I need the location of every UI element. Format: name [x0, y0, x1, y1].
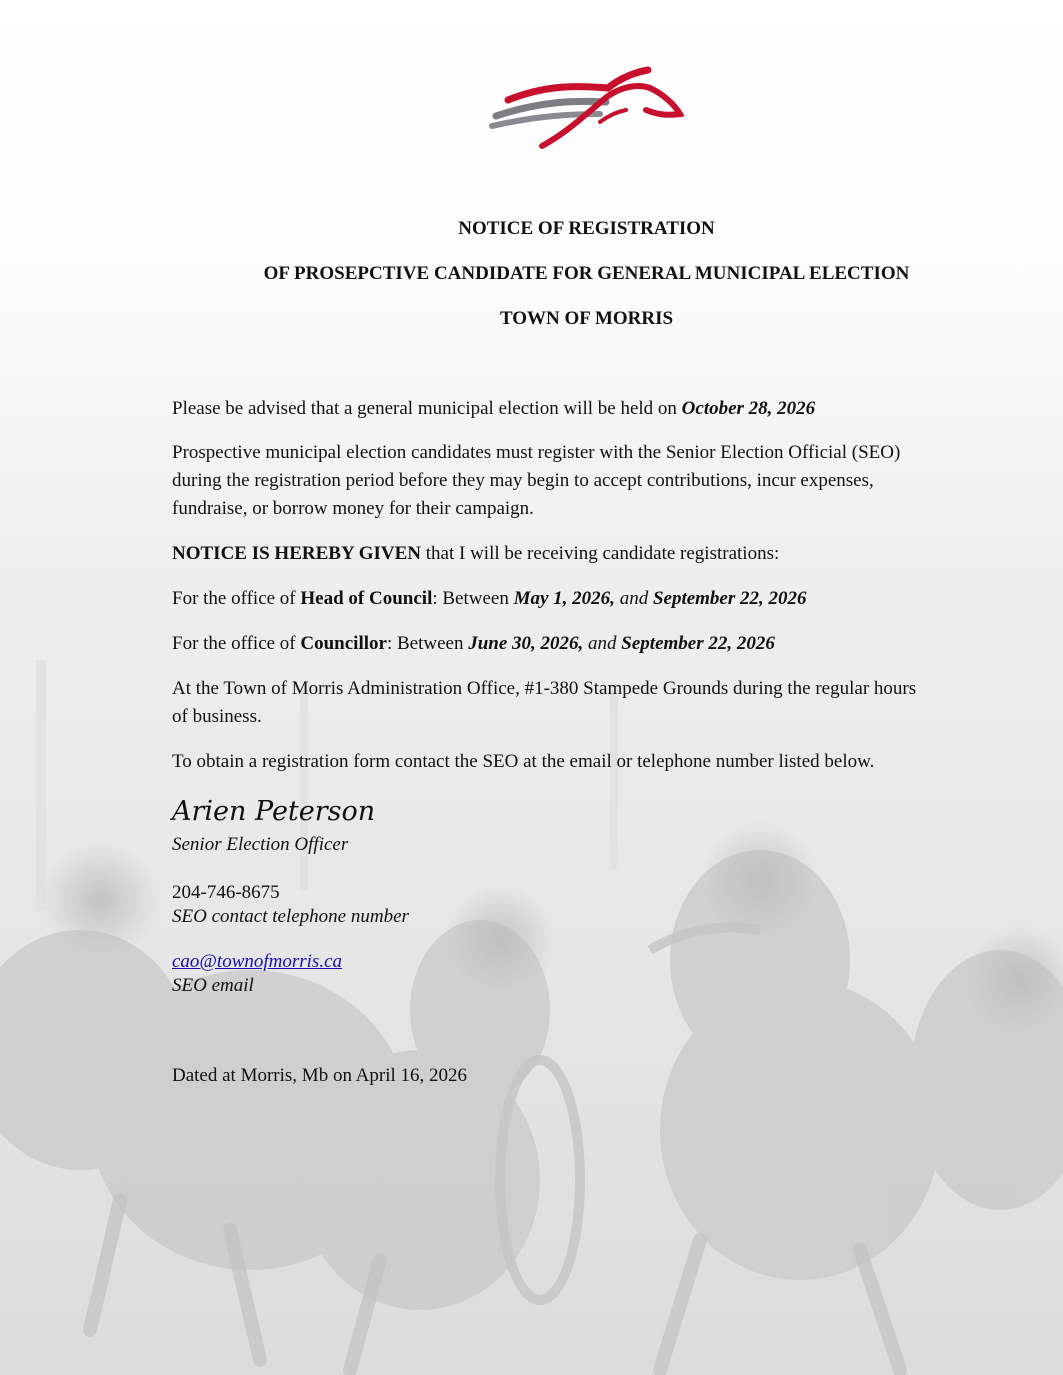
phone-number: 204-746-8675	[172, 882, 280, 903]
officer-title: Senior Election Officer	[172, 834, 349, 855]
obtain-form-paragraph: To obtain a registration form contact the SEO at the email or telephone number listed below.	[172, 751, 875, 772]
head-of-council-period: For the office of Head of Council: Between May 1, 2026, and September 22, 2026	[172, 588, 807, 609]
email-label: SEO email	[172, 975, 254, 996]
registration-requirement-paragraph: Prospective municipal election candidates must register with the Senior Election Official (SEO) during the registration period before they may begin to accept contributions, incur expenses, fundraise, or borrow money for their campaign.	[172, 442, 901, 519]
location-paragraph: At the Town of Morris Administration Office, #1-380 Stampede Grounds during the regular hours of business.	[172, 678, 917, 727]
phone-label: SEO contact telephone number	[172, 906, 409, 927]
signature: Arien Peterson	[172, 796, 376, 827]
notice-subtitle: OF PROSEPCTIVE CANDIDATE FOR GENERAL MUNICIPAL ELECTION	[263, 263, 910, 284]
email-link[interactable]: cao@townofmorris.ca	[172, 951, 343, 972]
dated-line: Dated at Morris, Mb on April 16, 2026	[172, 1065, 468, 1086]
notice-town: TOWN OF MORRIS	[499, 308, 674, 329]
election-date-paragraph: Please be advised that a general municipal election will be held on October 28, 2026	[172, 398, 816, 419]
councillor-period: For the office of Councillor: Between June 30, 2026, and September 22, 2026	[172, 633, 775, 654]
town-logo-icon	[488, 66, 684, 152]
election-date: October 28, 2026	[681, 398, 816, 419]
notice-title: NOTICE OF REGISTRATION	[458, 218, 715, 239]
notice-given-paragraph: NOTICE IS HEREBY GIVEN that I will be receiving candidate registrations:	[172, 543, 780, 564]
